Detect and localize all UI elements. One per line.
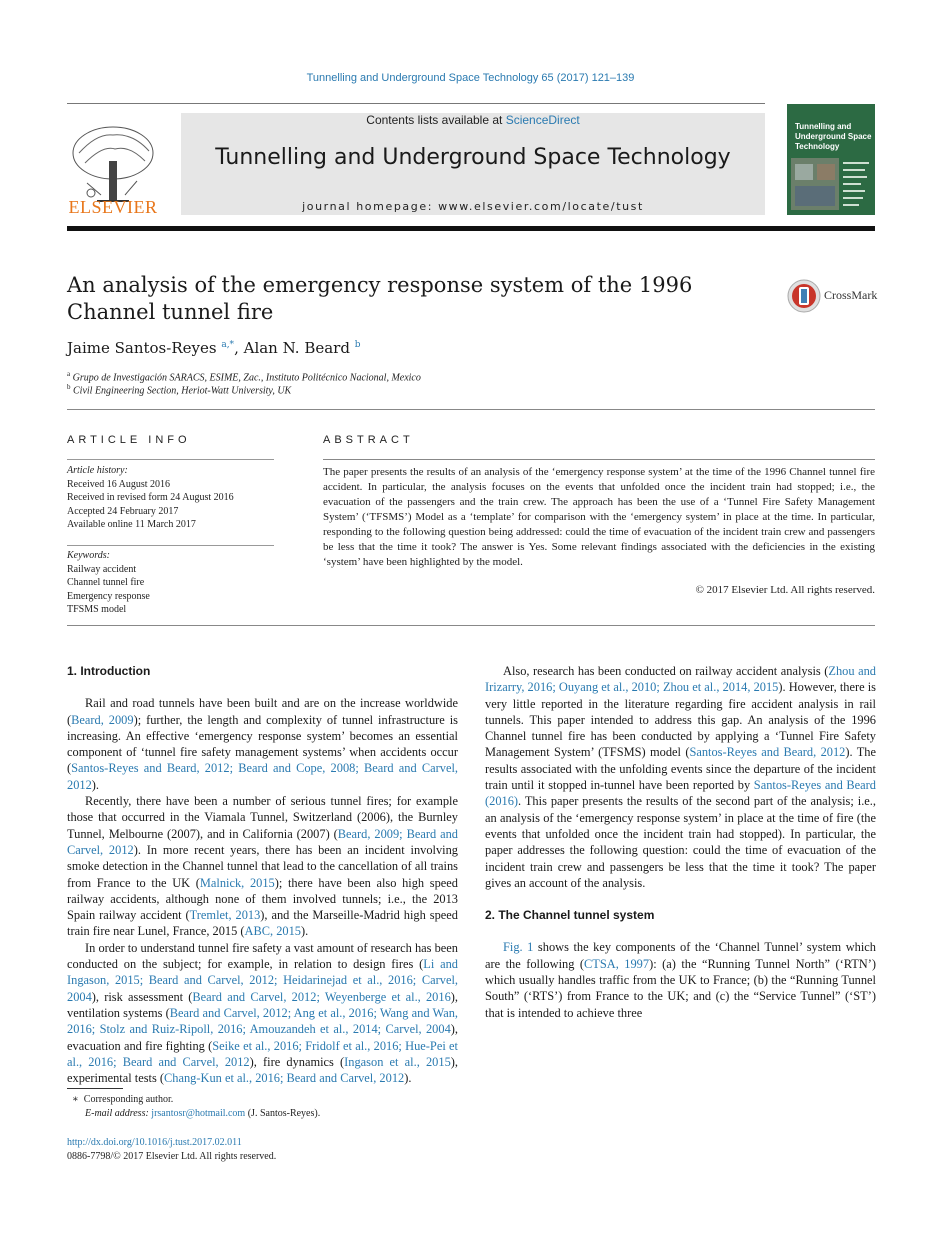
citation-link[interactable]: Beard and Carvel, 2012; Ang et al., 2016; Wang and Wan, 2016; Stolz and Ruiz-Ripoll, 2016; Amouzandeh et al., 2014; Carvel, 2004 [67, 1005, 458, 1037]
abstract-heading: ABSTRACT [323, 434, 414, 446]
keyword: Channel tunnel fire [67, 577, 145, 588]
affiliation-b: $^b$ Civil Engineering Section, Heriot-Watt University, UK [67, 383, 292, 397]
abstract-text: The paper presents the results of an analysis of the ‘emergency response system’ at the time of the 1996 Channel tunnel fire accident. In particular, the analysis focuses on the events that unfolded once the incident train had stopped; i.e., the evacuation of the passengers and the train crew. The approach has been the use of a ‘Tunnel Fire Safety Management System’ (‘TFSMS’) Model as a ‘template’ for comparison with the ‘emergency system’ in place at the time. In particular, responding to the following question being addressed: could the time of evacuation of the incident train crew and passengers be less that the time it took? The answer is Yes. Some relevant findings associated with the deficiencies in the existing ‘system’ have been highlighted by the model. [323, 466, 875, 568]
journal-title: Tunnelling and Underground Space Technology [215, 145, 731, 170]
paragraph: Rail and road tunnels have been built and are on the increase worldwide (Beard, 2009); further, the length and complexity of tunnel infrastructure is increasing. An effective ‘emergency response system’ becomes an essential component of ‘tunnel fire safety management systems’ when accidents occur (Santos-Reyes and Beard, 2012; Beard and Cope, 2008; Beard and Carvel, 2012). [67, 696, 458, 792]
email-link[interactable]: jrsantosr@hotmail.com [151, 1108, 246, 1119]
author-list: Jaime Santos-Reyes $^{a,*}$, Alan N. Beard $^b$ [67, 339, 361, 357]
body-column-left [67, 663, 458, 1086]
citation-link[interactable]: Beard, 2009; Beard and Carvel, 2012 [67, 826, 458, 857]
author-name[interactable]: Jaime Santos-Reyes [67, 339, 217, 357]
section-heading: 2. The Channel tunnel system [485, 908, 655, 923]
abstract-rule [323, 459, 875, 460]
issn-line: 0886-7798/© 2017 Elsevier Ltd. All rights reserved. [67, 1151, 277, 1162]
abstract-bottom-rule [67, 625, 875, 626]
sciencedirect-link[interactable]: ScienceDirect [505, 113, 580, 127]
title-rule [67, 409, 875, 410]
crossmark-label[interactable]: CrossMark [824, 288, 878, 302]
email-note: E-mail address: jrsantosr@hotmail.com (J. Santos-Reyes). [85, 1108, 321, 1119]
citation-link[interactable]: Tremlet, 2013 [189, 908, 261, 923]
publisher-wordmark: ELSEVIER [68, 197, 158, 217]
citation-link[interactable]: Santos-Reyes and Beard, 2012; Beard and Cope, 2008; Beard and Carvel, 2012 [67, 761, 458, 792]
abstract-copyright: © 2017 Elsevier Ltd. All rights reserved. [695, 584, 875, 596]
keyword: Emergency response [67, 590, 150, 602]
figure-link[interactable]: Fig. 1 [503, 940, 534, 955]
author-name[interactable]: Alan N. Beard [243, 339, 350, 357]
citation-link[interactable]: Santos-Reyes and Beard, 2012 [689, 745, 846, 760]
info-rule [67, 459, 274, 460]
keyword: Railway accident [67, 563, 137, 575]
citation-link[interactable]: Beard and Carvel, 2012; Weyenberge et al., 2016 [192, 989, 451, 1004]
header-thick-rule [67, 226, 875, 231]
citation-link[interactable]: Li and Ingason, 2015; Beard and Carvel, 2012; Heidarinejad et al., 2016; Carvel, 2004 [67, 957, 458, 1004]
keyword: TFSMS model [67, 604, 127, 615]
paragraph: Recently, there have been a number of serious tunnel fires; for example those that occurred in the Viamala Tunnel, Switzerland (2006), the Burnley Tunnel, Melbourne (2007), and in California (2007) (Beard, 2009; Beard and Carvel, 2012). In more recent years, there has been an incident involving smoke detection in the Channel tunnel that lead to the cancellation of all trains from France to the UK (Malnick, 2015); there have been also high speed railway accidents, although none of them involved tunnels; i.e., the 2013 Spain railway accident (Tremlet, 2013), and the Marseille-Madrid high speed train fire near Lunel, France, 2015 (ABC, 2015). [67, 794, 458, 939]
citation-link[interactable]: Chang-Kun et al., 2016; Beard and Carvel, 2012 [164, 1071, 405, 1086]
cover-title: Tunnelling and Underground Space Technology [795, 122, 872, 151]
author-affiliation-marker[interactable]: a,* [221, 340, 235, 350]
article-history: Article history: Received 16 August 2016 Received in revised form 24 August 2016 Accepted 24 February 2017 Available online 11 March 2017 [67, 465, 234, 530]
paragraph: Fig. 1 shows the key components of the ‘Channel Tunnel’ system which are the following (CTSA, 1997): (a) the “Running Tunnel North” (‘RTN’) which usually handles traffic from the UK to France; (b) the “Running Tunnel South” (‘RTS’) from France to the UK; and (c) the “Service Tunnel” (‘ST’) that is intended to achieve three [485, 940, 876, 1020]
article-title: An analysis of the emergency response system of the 1996 Channel tunnel fire [67, 273, 693, 324]
cover-list-icon [843, 160, 871, 208]
doi-block [67, 1136, 276, 1164]
citation-link[interactable]: Malnick, 2015 [199, 875, 275, 890]
citation-link[interactable]: Zhou and Irizarry, 2016; Ouyang et al., 2010; Zhou et al., 2014, 2015 [485, 664, 876, 695]
info-rule [67, 545, 274, 546]
section-heading: 1. Introduction [67, 664, 151, 678]
doi-link[interactable]: http://dx.doi.org/10.1016/j.tust.2017.02.011 [67, 1137, 242, 1148]
paragraph: Also, research has been conducted on railway accident analysis (Zhou and Irizarry, 2016; Ouyang et al., 2010; Zhou et al., 2014, 2015). However, there is very little reported in the literature regarding fire accident analysis in rail tunnels. This paper intended to address this gap. An analysis of the 1996 Channel tunnel fire has been conducted by applying a ‘Tunnel Fire Safety Management System’ (TFSMS) model (Santos-Reyes and Beard, 2012). The results associated with the unfolding events since the departure of the incident train until it stopped in-tunnel have been reported by Santos-Reyes and Beard (2016). This paper presents the results of the second part of the analysis; i.e., an analysis of the ‘emergency response system’ in place at the time of fire (the events that unfolded once the incident train had stopped). In particular, the paper addresses the following question: could the time of evacuation of the incident train crew and passengers be less that the time it took? The paper gives an account of the analysis. [485, 664, 877, 890]
contents-line: Contents lists available at ScienceDirect [366, 113, 580, 127]
header-top-rule [67, 103, 765, 104]
article-info-heading: ARTICLE INFO [67, 434, 191, 446]
author-affiliation-marker[interactable]: b [354, 340, 361, 350]
crossmark-icon[interactable] [787, 279, 821, 313]
citation-link[interactable]: Beard, 2009 [71, 712, 134, 727]
corresponding-author-note: ∗ Corresponding author. [67, 1094, 174, 1105]
citation-link[interactable]: CTSA, 1997 [584, 956, 650, 971]
journal-homepage[interactable]: journal homepage: www.elsevier.com/locate/tust [302, 200, 644, 213]
citation-link[interactable]: Santos-Reyes and Beard (2016) [485, 778, 877, 809]
citation-link[interactable]: Seike et al., 2016; Fridolf et al., 2016; Hue-Pei et al., 2016; Beard and Carvel, 2012 [67, 1038, 458, 1069]
cover-image-icon [791, 158, 839, 210]
citation-link[interactable]: ABC, 2015 [244, 924, 301, 939]
paragraph: In order to understand tunnel fire safety a vast amount of research has been conducted on the subject; for example, in relation to design fires (Li and Ingason, 2015; Beard and Carvel, 2012; Heidarinejad et al., 2016; Carvel, 2004), risk assessment (Beard and Carvel, 2012; Weyenberge et al., 2016), ventilation systems (Beard and Carvel, 2012; Ang et al., 2016; Wang and Wan, 2016; Stolz and Ruiz-Ripoll, 2016; Amouzandeh et al., 2014; Carvel, 2004), evacuation and fire fighting (Seike et al., 2016; Fridolf et al., 2016; Hue-Pei et al., 2016; Beard and Carvel, 2012), fire dynamics (Ingason et al., 2015), experimental tests (Chang-Kun et al., 2016; Beard and Carvel, 2012). [67, 940, 458, 1086]
footnote-rule [67, 1088, 123, 1089]
journal-reference[interactable]: Tunnelling and Underground Space Technology 65 (2017) 121–139 [306, 72, 635, 84]
affiliation-a: $^a$ Grupo de Investigación SARACS, ESIME, Zac., Instituto Politécnico Nacional, Mexico [67, 370, 421, 384]
citation-link[interactable]: Ingason et al., 2015 [344, 1054, 451, 1069]
keywords-block: Keywords: Railway accident Channel tunnel fire Emergency response TFSMS model [67, 549, 274, 617]
body-column-right [485, 663, 876, 1021]
